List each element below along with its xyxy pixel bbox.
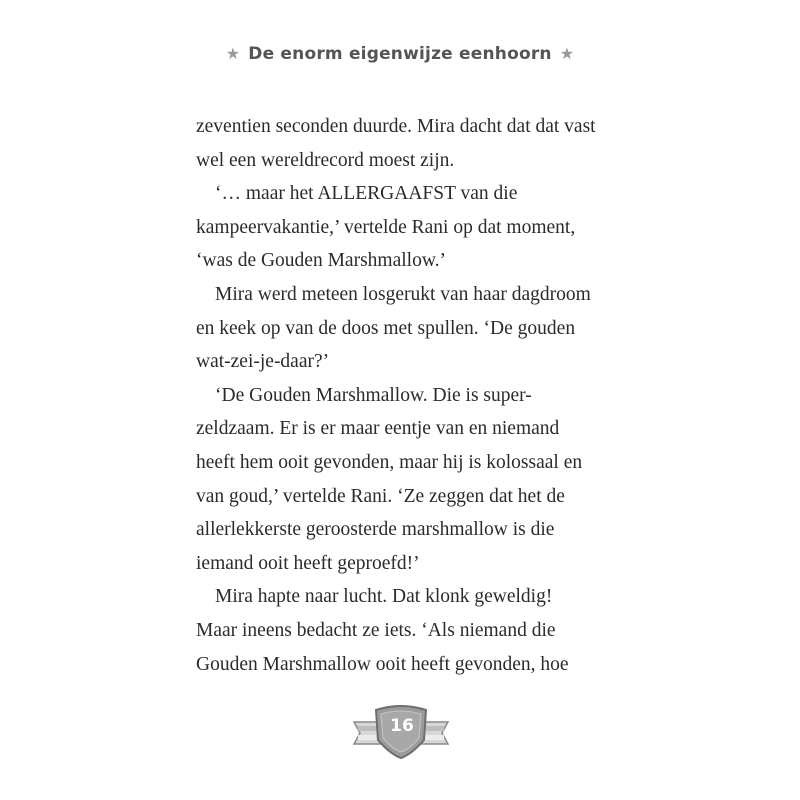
star-icon: ★	[225, 44, 241, 63]
text-line: zeldzaam. Er is er maar eentje van en niemand	[196, 418, 560, 440]
text-line: Mira werd meteen losgerukt van haar dagdroom	[215, 283, 591, 305]
text-line: Mira hapte naar lucht. Dat klonk geweldig!	[215, 586, 553, 608]
text-line: wat-zei-je-daar?’	[196, 351, 330, 373]
text-line: iemand ooit heeft geproefd!’	[196, 552, 420, 574]
text-line: kampeervakantie,’ vertelde Rani op dat moment,	[196, 216, 576, 238]
text-line: Gouden Marshmallow ooit heeft gevonden, hoe	[196, 653, 569, 675]
text-line: allerlekkerste geroosterde marshmallow is die	[196, 519, 555, 541]
text-line: en keek op van de doos met spullen. ‘De gouden	[196, 317, 576, 339]
star-icon: ★	[559, 44, 575, 63]
text-line: van goud,’ vertelde Rani. ‘Ze zeggen dat het de	[196, 485, 565, 507]
text-line: wel een wereldrecord moest zijn.	[196, 149, 455, 171]
text-line: ‘was de Gouden Marshmallow.’	[196, 250, 447, 272]
text-line: ‘… maar het ALLERGAAFST van die	[215, 183, 518, 205]
text-line: zeventien seconden duurde. Mira dacht dat dat vast	[196, 116, 596, 137]
running-header	[0, 44, 800, 64]
text-line: Maar ineens bedacht ze iets. ‘Als niemand die	[196, 619, 556, 641]
page-number: 16	[390, 716, 414, 736]
text-line: heeft hem ooit gevonden, maar hij is kolossaal en	[196, 451, 583, 473]
text-line: ‘De Gouden Marshmallow. Die is super-	[215, 384, 532, 406]
book-title: De enorm eigenwijze eenhoorn	[248, 44, 552, 64]
page-body	[196, 110, 616, 681]
